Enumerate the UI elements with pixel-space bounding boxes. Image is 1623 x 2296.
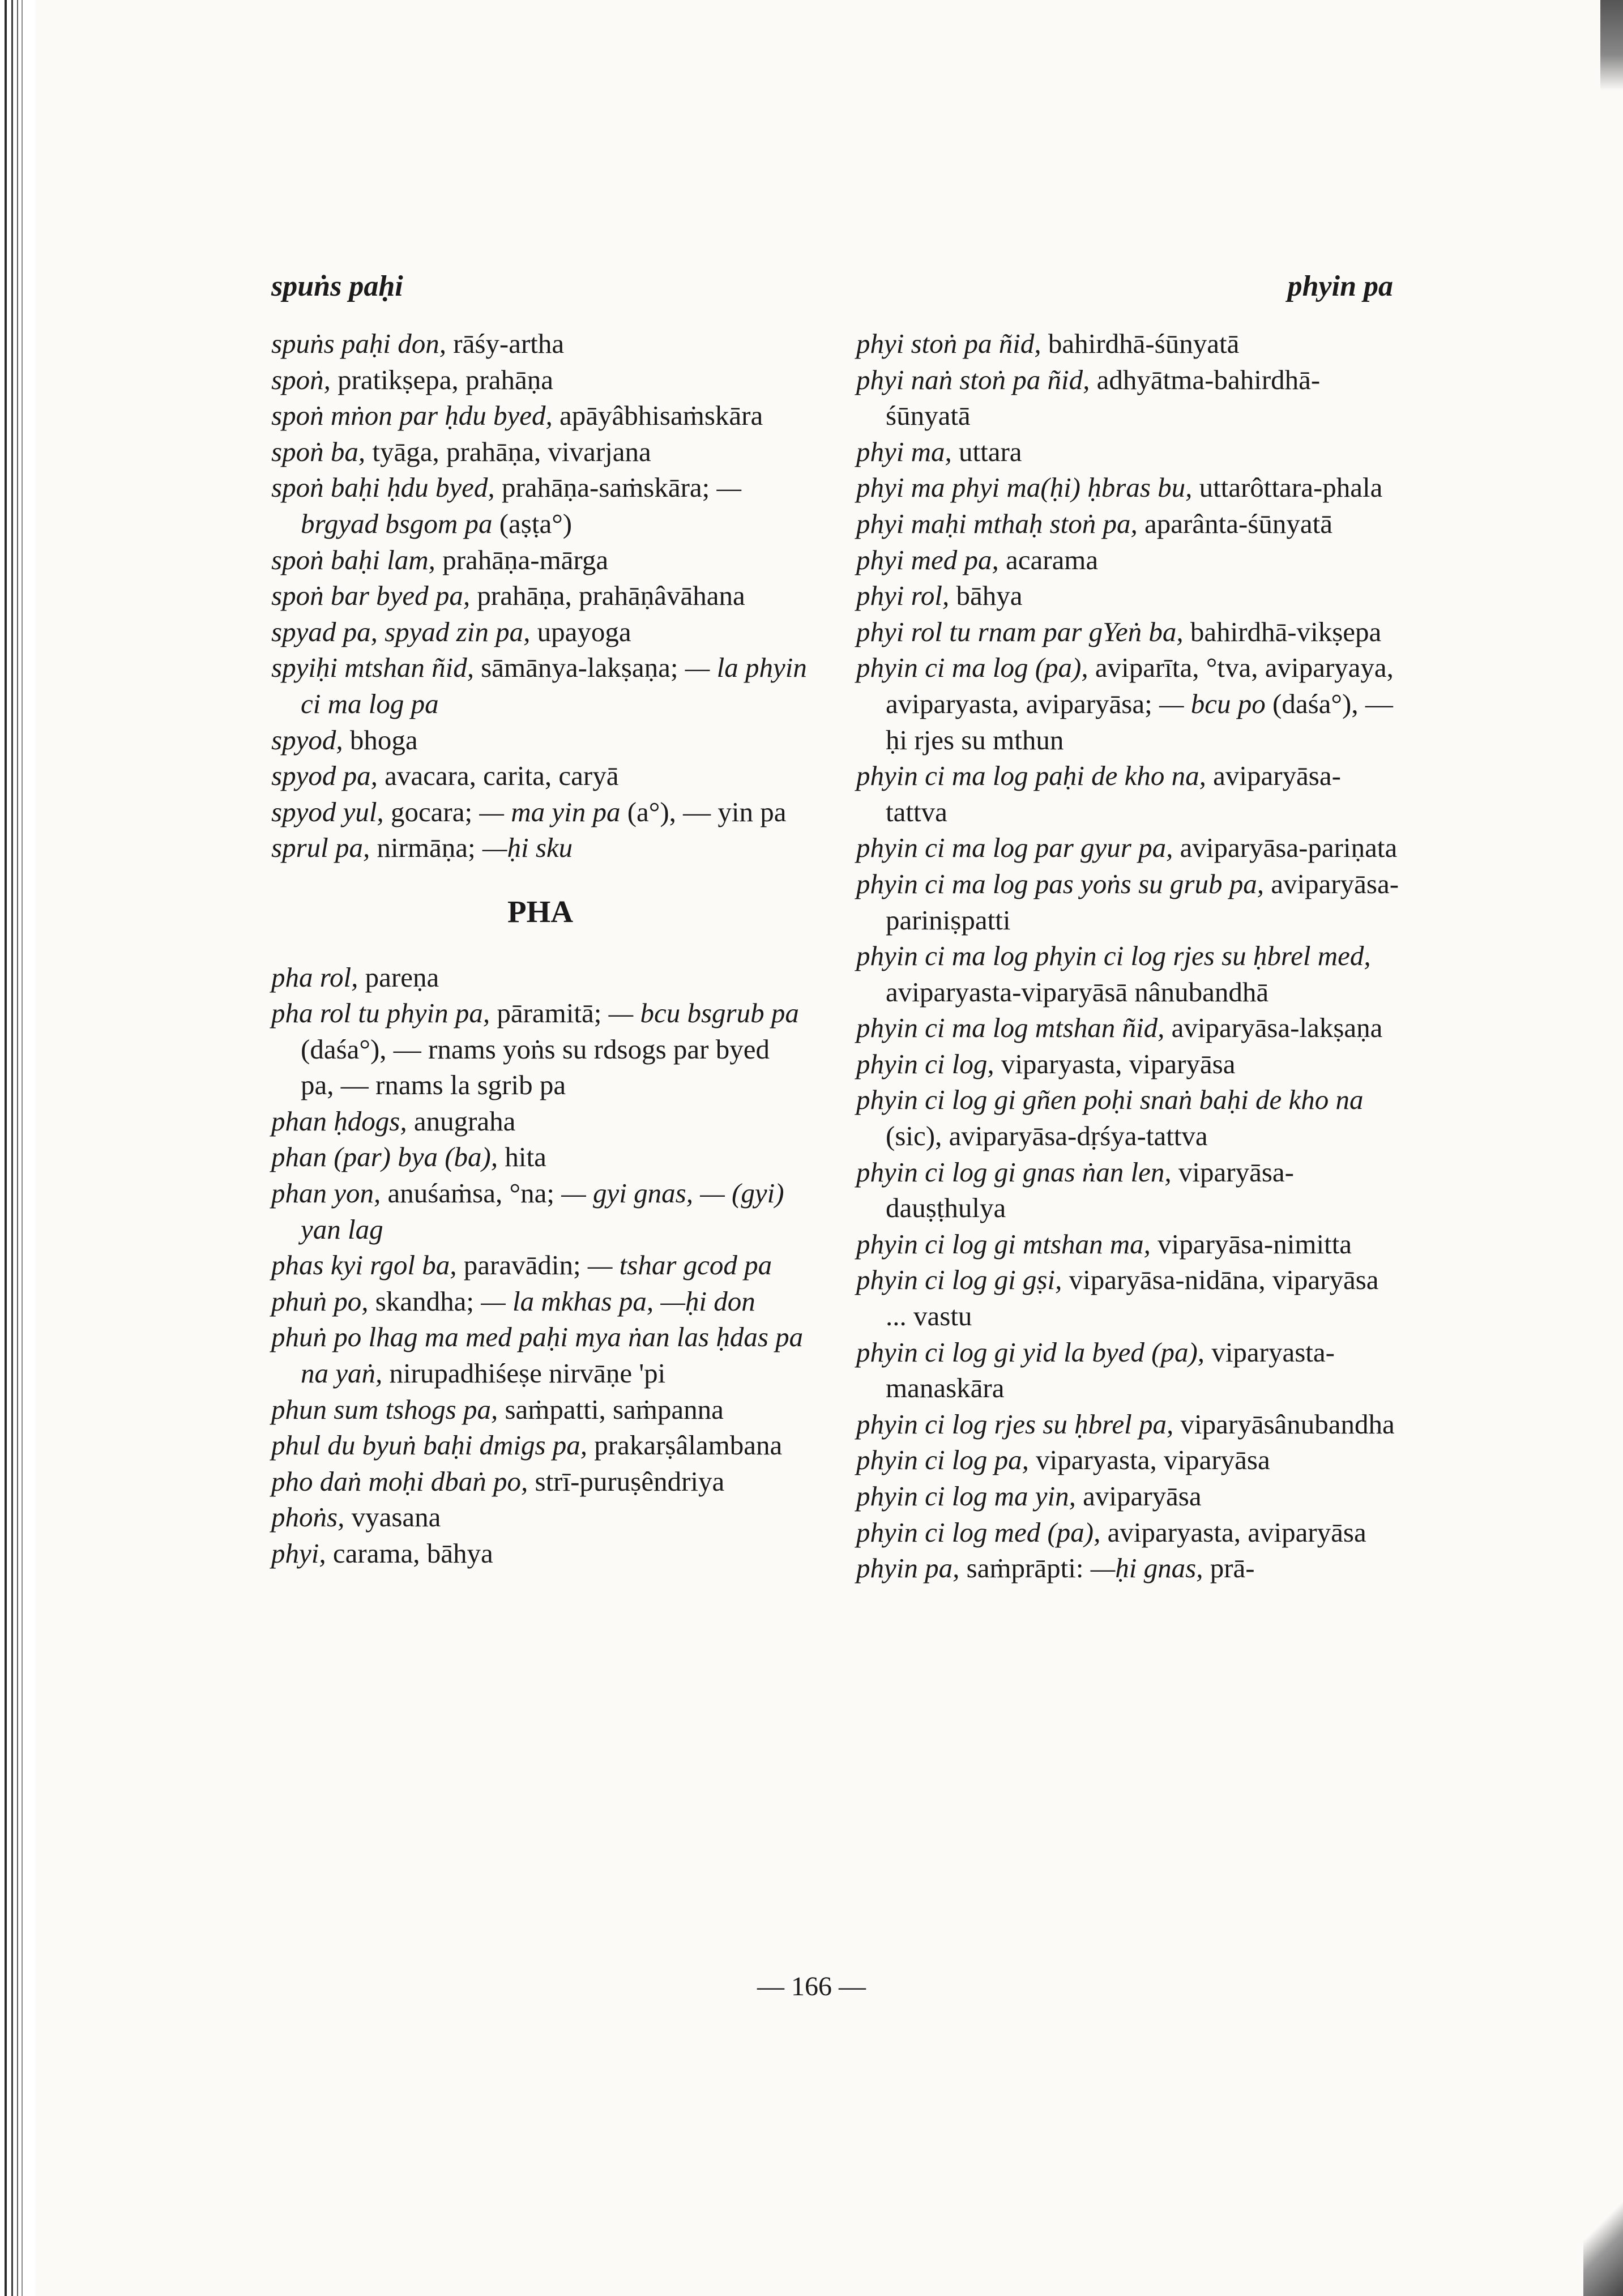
entry-term: phyi maḥi mthaḥ stoṅ pa, (856, 507, 1138, 539)
entry-term: spyad pa, spyad zin pa, (271, 616, 531, 647)
dictionary-entry (856, 542, 1400, 578)
entry-gloss: prahāṇa, prahāṇâvāhana (477, 580, 745, 612)
entry-gloss: pratikṣepa, prahāṇa (338, 364, 554, 395)
entry-gloss: bāhya (956, 580, 1023, 612)
dictionary-entry (271, 614, 809, 650)
dictionary-entry (856, 866, 1400, 938)
entry-gloss: acarama (1006, 544, 1099, 575)
dictionary-entry (856, 938, 1400, 1010)
entry-term: phyi rol, (856, 580, 950, 612)
entry-cont: — tshar gcod pa (587, 1249, 772, 1281)
dictionary-entry (271, 1139, 809, 1175)
entry-tail: prā- (1210, 1552, 1255, 1584)
entry-gloss: pāramitā; (497, 997, 602, 1029)
dictionary-entry (271, 1499, 809, 1535)
entry-gloss: strī-puruṣêndriya (535, 1465, 725, 1497)
dictionary-entry (856, 326, 1400, 362)
entry-term: phyi ma phyi ma(ḥi) ḥbras bu, (856, 472, 1193, 503)
dictionary-entry (271, 1535, 809, 1572)
entry-gloss: viparyāsa-nimitta (1158, 1228, 1352, 1260)
dictionary-entry (271, 794, 809, 830)
dictionary-entry (856, 1262, 1400, 1334)
entry-cont: — la phyin ci ma log pa (301, 652, 807, 719)
dictionary-entry (271, 830, 809, 866)
entry-term: spoṅ mṅon par ḥdu byed, (271, 400, 553, 432)
entry-gloss: aviparyāsa (1083, 1480, 1202, 1512)
dictionary-entry (856, 1226, 1400, 1262)
scan-corner-shadow-bottom (1583, 2177, 1623, 2296)
dictionary-entry (271, 434, 809, 470)
entry-term: phan yon, (271, 1177, 381, 1209)
entry-term: phyin ci ma log pas yoṅs su grub pa, (856, 868, 1264, 899)
dictionary-entry (856, 1442, 1400, 1478)
entry-gloss: pareṇa (365, 961, 439, 993)
dictionary-entry (271, 470, 809, 541)
entry-gloss: skandha; (375, 1285, 474, 1317)
running-head-right: phyin pa (1287, 270, 1393, 302)
entry-term: spoṅ baḥi ḥdu byed, (271, 472, 495, 503)
entry-term: spuṅs paḥi don, (271, 328, 447, 359)
entry-term: phyin ci log med (pa), (856, 1516, 1101, 1548)
entry-cont: — la mkhas pa, —ḥi don (481, 1285, 755, 1317)
entry-gloss: anugraha (413, 1105, 516, 1137)
right-column (856, 326, 1400, 1586)
entry-term: phyi rol tu rnam par gYeṅ ba, (856, 616, 1184, 647)
entry-gloss: prahāṇa-saṁskāra; (501, 472, 710, 503)
entry-gloss: bahirdhā-śūnyatā (1048, 328, 1240, 359)
entry-gloss: aviparyāsa-tattva (886, 760, 1341, 827)
entry-term: spoṅ bar byed pa, (271, 580, 471, 612)
dictionary-entry (856, 362, 1400, 434)
entry-gloss: aviparīta, °tva, aviparyaya, aviparyasta, aviparyāsa; (886, 652, 1394, 719)
dictionary-entry (271, 1463, 809, 1500)
entry-term: spoṅ baḥi lam, (271, 544, 435, 575)
entry-gloss: aviparyāsa-pariṇata (1180, 832, 1398, 864)
entry-term: phyin ci log gi mtshan ma, (856, 1228, 1151, 1260)
dictionary-entry (856, 758, 1400, 830)
entry-gloss: anuśaṁsa, °na; (387, 1177, 554, 1209)
dictionary-entry (271, 1103, 809, 1140)
dictionary-entry (856, 1550, 1400, 1586)
dictionary-entry (271, 758, 809, 794)
page-number: — 166 — (757, 1971, 866, 2001)
dictionary-entry (856, 1154, 1400, 1226)
entry-gloss: vyasana (351, 1501, 441, 1533)
entry-term: sprul pa, (271, 832, 370, 864)
dictionary-entry (271, 1319, 809, 1391)
entry-gloss: apāyâbhisaṁskāra (559, 400, 763, 432)
entry-cont: — bcu po (1159, 688, 1266, 719)
right-entries (856, 326, 1400, 1586)
entry-gloss: sāmānya-lakṣaṇa; (481, 652, 678, 684)
left-column (271, 326, 809, 1572)
entry-gloss: aviparyāsa-lakṣaṇa (1171, 1012, 1383, 1044)
entry-gloss: hita (505, 1141, 546, 1173)
entry-term: phyin ci log gi gñen poḥi snaṅ baḥi de kho na (856, 1084, 1364, 1116)
dictionary-entry (856, 1406, 1400, 1443)
entry-tail: (a°), — yin pa (627, 796, 787, 827)
dictionary-entry (856, 1046, 1400, 1082)
entry-tail: (aṣṭa°) (499, 507, 573, 539)
entry-term: phyi naṅ stoṅ pa ñid, (856, 364, 1090, 395)
entry-cont: — brgyad bsgom pa (301, 472, 742, 539)
entry-term: phyi stoṅ pa ñid, (856, 328, 1041, 359)
entry-cont: — ma yin pa (479, 796, 621, 827)
entry-gloss: aviparyasta, aviparyāsa (1107, 1516, 1366, 1548)
entry-term: phan ḥdogs, (271, 1105, 407, 1137)
scan-left-edge (0, 0, 35, 2296)
entry-term: phyin ci log rjes su ḥbrel pa, (856, 1408, 1174, 1440)
entry-term: phuṅ po, (271, 1285, 369, 1317)
entry-gloss: gocara; (390, 796, 473, 827)
dictionary-entry (856, 614, 1400, 650)
entry-gloss: paravādin; (463, 1249, 581, 1281)
entry-gloss: aviparyasta-viparyāsā nânubandhā (886, 976, 1269, 1008)
dictionary-entry (271, 722, 809, 758)
entry-gloss: prakarṣâlambana (594, 1429, 783, 1461)
entry-gloss: nirupadhiśeṣe nirvāṇe 'pi (389, 1358, 666, 1389)
dictionary-entry (271, 398, 809, 434)
entry-term: phyin ci log gi gnas ṅan len, (856, 1156, 1172, 1188)
dictionary-entry (271, 650, 809, 722)
entry-gloss: saṁprāpti: (966, 1552, 1084, 1584)
dictionary-entry (856, 434, 1400, 470)
entry-term: pha rol, (271, 961, 358, 993)
entry-gloss: aviparyāsa-pariniṣpatti (886, 868, 1399, 936)
dictionary-entry (271, 1283, 809, 1320)
entry-term: phas kyi rgol ba, (271, 1249, 457, 1281)
entry-term: phoṅs, (271, 1501, 345, 1533)
entry-term: phyi ma, (856, 436, 952, 467)
entry-term: phyi, (271, 1538, 326, 1569)
entry-term: pho daṅ moḥi dbaṅ po, (271, 1465, 528, 1497)
entry-cont: — gyi gnas, — (gyi) yan lag (301, 1177, 784, 1245)
dictionary-entry (856, 1514, 1400, 1551)
entry-term: phyin pa, (856, 1552, 960, 1584)
entry-cont: — bcu bsgrub pa (608, 997, 799, 1029)
entry-term: phul du byuṅ baḥi dmigs pa, (271, 1429, 588, 1461)
entry-gloss: tyāga, prahāṇa, vivarjana (372, 436, 651, 467)
entry-gloss: avacara, carita, caryā (385, 760, 619, 792)
entry-term: phyin ci ma log phyin ci log rjes su ḥbrel med, (856, 940, 1371, 972)
entry-term: phyin ci log, (856, 1048, 994, 1079)
entry-tail: (daśa°), —ḥi rjes su mthun (886, 688, 1393, 756)
dictionary-entry (856, 1010, 1400, 1046)
entry-gloss: adhyātma-bahirdhā-śūnyatā (886, 364, 1321, 432)
entry-term: spoṅ ba, (271, 436, 366, 467)
scan-corner-shadow-top (1600, 0, 1623, 91)
dictionary-entry (856, 578, 1400, 614)
dictionary-entry (856, 830, 1400, 866)
entry-term: spyiḥi mtshan ñid, (271, 652, 474, 684)
entry-cont: —ḥi sku (482, 832, 573, 864)
entry-gloss: aparânta-śūnyatā (1144, 507, 1332, 539)
entry-term: spyod pa, (271, 760, 378, 792)
entry-gloss: rāśy-artha (453, 328, 565, 359)
entry-term: phun sum tshogs pa, (271, 1393, 498, 1425)
dictionary-entry (271, 1247, 809, 1283)
entry-gloss: viparyāsânubandha (1180, 1408, 1395, 1440)
entry-gloss: (sic), aviparyāsa-dṛśya-tattva (886, 1120, 1208, 1152)
dictionary-entry (856, 1334, 1400, 1406)
entry-gloss: carama, bāhya (332, 1538, 493, 1569)
entry-gloss: uttarôttara-phala (1199, 472, 1383, 503)
entry-gloss: bahirdhā-vikṣepa (1190, 616, 1382, 647)
entry-term: phyin ci ma log par gyur pa, (856, 832, 1173, 864)
entry-term: phyin ci ma log paḥi de kho na, (856, 760, 1206, 792)
entry-gloss: viparyāsa-dauṣṭhulya (886, 1156, 1294, 1224)
dictionary-entry (271, 995, 809, 1103)
dictionary-entry (856, 1478, 1400, 1514)
entry-gloss: saṁpatti, saṁpanna (505, 1393, 724, 1425)
entry-term: phyi med pa, (856, 544, 999, 575)
dictionary-entry (271, 542, 809, 578)
entry-term: phyin ci log gi gṣi, (856, 1264, 1062, 1296)
entry-gloss: prahāṇa-mārga (442, 544, 609, 575)
dictionary-entry (271, 1392, 809, 1428)
entry-gloss: upayoga (537, 616, 631, 647)
dictionary-entry (271, 578, 809, 614)
entry-term: phyin ci log pa, (856, 1444, 1029, 1476)
left-entries-after (271, 959, 809, 1572)
dictionary-entry (856, 470, 1400, 506)
entry-term: spyod yul, (271, 796, 384, 827)
entry-term: phyin ci ma log mtshan ñid, (856, 1012, 1165, 1044)
dictionary-entry (271, 959, 809, 996)
entry-gloss: viparyāsa-nidāna, viparyāsa ... vastu (886, 1264, 1379, 1332)
dictionary-entry (856, 1082, 1400, 1154)
entry-term: pha rol tu phyin pa, (271, 997, 490, 1029)
dictionary-entry (856, 650, 1400, 758)
entry-gloss: bhoga (349, 724, 418, 756)
entry-term: spoṅ, (271, 364, 331, 395)
entry-gloss: viparyasta, viparyāsa (1001, 1048, 1236, 1079)
entry-gloss: viparyasta-manaskāra (886, 1336, 1335, 1404)
dictionary-entry (271, 326, 809, 362)
dictionary-entry (271, 1427, 809, 1463)
entry-term: spyod, (271, 724, 343, 756)
entry-gloss: viparyasta, viparyāsa (1036, 1444, 1270, 1476)
section-heading: PHA (507, 894, 574, 929)
left-entries-before (271, 326, 809, 866)
entry-term: phyin ci log gi yid la byed (pa), (856, 1336, 1205, 1368)
entry-cont: —ḥi gnas, (1090, 1552, 1203, 1584)
running-head-left: spuṅs paḥi (271, 270, 403, 302)
dictionary-entry (271, 362, 809, 398)
dictionary-entry (271, 1175, 809, 1247)
entry-term: phyin ci ma log (pa), (856, 652, 1088, 684)
entry-term: phyin ci log ma yin, (856, 1480, 1076, 1512)
entry-tail: (daśa°), — rnams yoṅs su rdsogs par byed pa, — rnams la sgrib pa (301, 1033, 770, 1101)
entry-gloss: uttara (959, 436, 1022, 467)
entry-term: phuṅ po lhag ma med paḥi mya ṅan las ḥdas pa na yaṅ, (271, 1321, 804, 1389)
dictionary-entry (856, 506, 1400, 542)
entry-gloss: nirmāṇa; (377, 832, 476, 864)
entry-term: phan (par) bya (ba), (271, 1141, 498, 1173)
